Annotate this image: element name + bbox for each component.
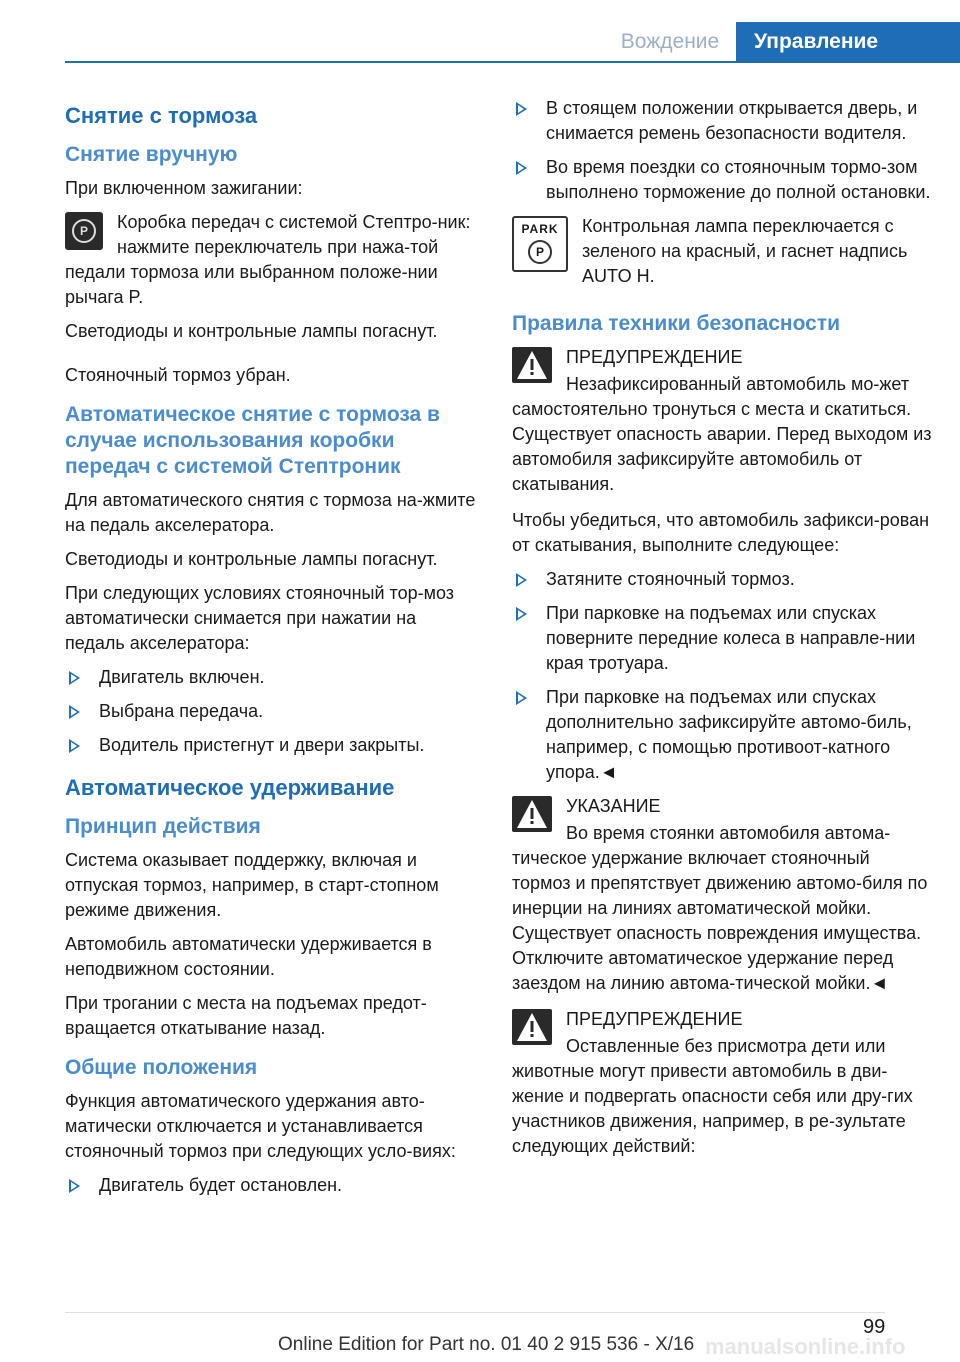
warning-text: Оставленные без присмотра дети или животные могут привести автомобиль в дви-жение и подвергать опасности себя или дру-гих участников движения, например, в ре-зультате следующих действий: [512, 1036, 913, 1156]
triangle-bullet-icon [516, 102, 527, 116]
warning-block-2 [512, 1007, 932, 1161]
park-lamp-block [512, 214, 932, 289]
left-column [65, 96, 480, 1207]
heading-release-brake: Снятие с тормоза [65, 103, 258, 128]
list-item: Во время поездки со стояночным тормо-зом выполнено торможение до полной остановки. [512, 155, 932, 205]
text-leds-off: Светодиоды и контрольные лампы погаснут. [65, 321, 438, 341]
warning-title: ПРЕДУПРЕЖДЕНИЕ [566, 1009, 743, 1029]
warning-triangle-icon [512, 1009, 552, 1045]
list-item: Выбрана передача. [65, 699, 480, 724]
triangle-bullet-icon [516, 607, 527, 621]
watermark: manualsonline.info [705, 1334, 906, 1359]
list-item: Двигатель включен. [65, 665, 480, 690]
secure-list [512, 567, 932, 785]
triangle-bullet-icon [516, 573, 527, 587]
text-leds-off-2: Светодиоды и контрольные лампы погаснут. [65, 549, 438, 569]
park-lamp-icon: PARK P [512, 216, 568, 272]
note-block [512, 794, 932, 998]
text-to-secure: Чтобы убедиться, что автомобиль зафикси-рован от скатывания, выполните следующее: [512, 510, 930, 555]
page-header [0, 0, 960, 62]
triangle-bullet-icon [69, 671, 80, 685]
text-principle: Система оказывает поддержку, включая и отпуская тормоз, например, в старт-стопном режиме движения. [65, 850, 439, 920]
warning-block-1 [512, 345, 932, 499]
heading-manual-release: Снятие вручную [65, 143, 238, 166]
triangle-bullet-icon [516, 161, 527, 175]
heading-principle: Принцип действия [65, 815, 261, 838]
parking-brake-switch-icon: P [65, 212, 103, 250]
tab-driving[interactable]: Вождение [620, 30, 720, 53]
heading-auto-release: Автоматическое снятие с тормоза в случае использования коробки передач с системой Стептроник [65, 403, 440, 478]
heading-general: Общие положения [65, 1056, 258, 1079]
text-brake-released: Стояночный тормоз убран. [65, 365, 291, 385]
text-general: Функция автоматического удержания авто-матически отключается и устанавливается стояночный тормоз при следующих усло-виях: [65, 1091, 456, 1161]
text-ignition: При включенном зажигании: [65, 178, 303, 198]
text-conditions: При следующих условиях стояночный тор-моз автоматически снимается при нажатии на педаль акселератора: [65, 583, 455, 653]
page-number: 99 [863, 1316, 886, 1338]
list-item: Водитель пристегнут и двери закрыты. [65, 733, 480, 758]
warning-text: Незафиксированный автомобиль мо-жет самостоятельно тронуться с места и скатиться. Существует опасность аварии. Перед выходом из автомобиля зафиксируйте автомобиль от скатывания. [512, 374, 932, 494]
triangle-bullet-icon [69, 1179, 80, 1193]
list-item: В стоящем положении открывается дверь, и снимается ремень безопасности водителя. [512, 96, 932, 146]
note-title: УКАЗАНИЕ [566, 796, 661, 816]
general-list [65, 1173, 480, 1198]
header-divider [65, 61, 960, 63]
heading-auto-hold: Автоматическое удерживание [65, 775, 395, 800]
edition-text: Online Edition for Part no. 01 40 2 915 536 - X/16 [278, 1334, 695, 1355]
list-item: При парковке на подъемах или спусках поверните передние колеса в направле-нии края тротуара. [512, 601, 932, 676]
triangle-bullet-icon [69, 739, 80, 753]
text-rollback: При трогании с места на подъемах предот-вращается откатывание назад. [65, 993, 427, 1038]
steptronic-manual-block [65, 210, 480, 310]
footer-divider [65, 1312, 885, 1313]
text-auto-press: Для автоматического снятия с тормоза на-жмите на педаль акселератора. [65, 490, 476, 535]
tab-controls[interactable]: Управление [736, 22, 960, 62]
deactivation-list [512, 96, 932, 205]
triangle-bullet-icon [516, 691, 527, 705]
triangle-bullet-icon [69, 705, 80, 719]
note-text: Во время стоянки автомобиля автома-тическое удержание включает стояночный тормоз и препятствует движению автомо-биля по инерции на линиях автоматической мойки. Существует опасность повреждения имущества. Отключите автоматическое удержание перед заездом на линию автома-тической мойки.◄ [512, 823, 928, 993]
text-hold-still: Автомобиль автоматически удерживается в неподвижном состоянии. [65, 934, 432, 979]
list-item: Двигатель будет остановлен. [65, 1173, 480, 1198]
heading-safety: Правила техники безопасности [512, 312, 841, 335]
text-park-lamp: Контрольная лампа переключается с зеленого на красный, и гаснет надпись AUTO H. [582, 216, 908, 286]
right-column [512, 96, 932, 1170]
list-item: При парковке на подъемах или спусках дополнительно зафиксируйте автомо-биль, например, с помощью противоот-катного упора.◄ [512, 685, 932, 785]
warning-triangle-icon [512, 347, 552, 383]
conditions-list [65, 665, 480, 758]
text-steptronic-manual: Коробка передач с системой Стептро-ник: нажмите переключатель при нажа-той педали тормоза или выбранном положе-нии рычага P. [65, 212, 471, 307]
warning-title: ПРЕДУПРЕЖДЕНИЕ [566, 347, 743, 367]
list-item: Затяните стояночный тормоз. [512, 567, 932, 592]
warning-triangle-icon [512, 796, 552, 832]
